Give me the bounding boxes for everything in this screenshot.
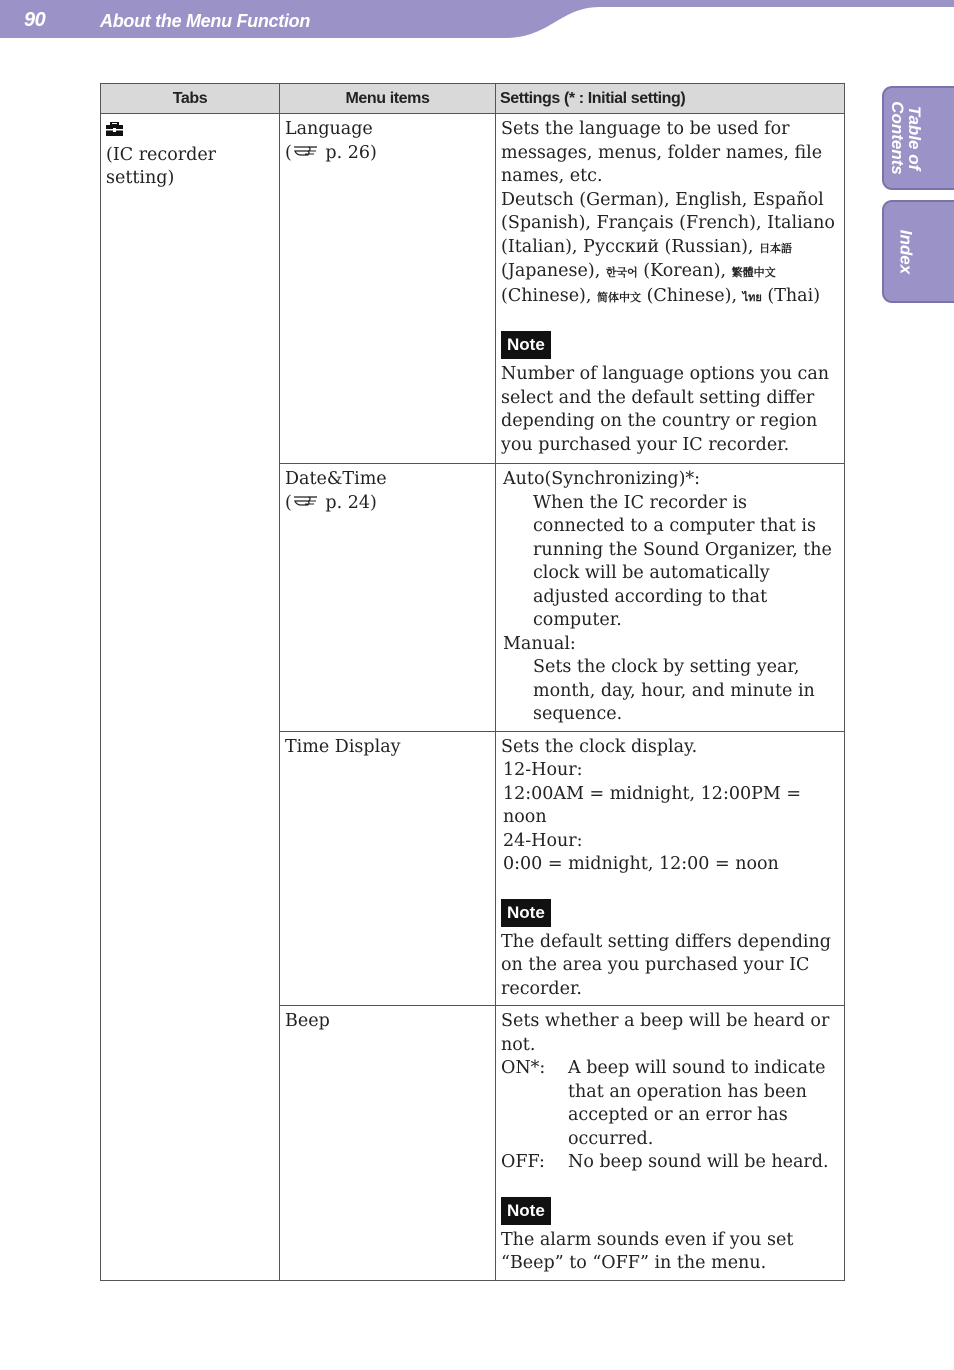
menu-item-datetime [280, 464, 496, 732]
note-text: The default setting differs depending on the area you purchased your IC recorder. [501, 931, 831, 999]
page-number: 90 [24, 9, 46, 31]
setting-description: Sets whether a beep will be heard or not. [501, 1011, 830, 1055]
index-label: Index [896, 229, 916, 274]
option-description: No beep sound will be heard. [568, 1152, 829, 1172]
page-reference[interactable]: ( p. 26) [285, 142, 377, 163]
page-header [0, 0, 954, 48]
tab-cell [101, 114, 280, 1281]
table-header-row [101, 84, 845, 114]
page-reference[interactable]: ( p. 24) [285, 492, 377, 513]
option-label: 12-Hour: [503, 760, 583, 780]
tab-label: (IC recorder setting) [106, 144, 217, 188]
note-text: The alarm sounds even if you set “Beep” to “OFF” in the menu. [501, 1229, 794, 1273]
option-on [501, 1057, 839, 1151]
menu-item-time-display [280, 731, 496, 1006]
item-name: Time Display [285, 736, 401, 757]
setting-description: Sets the clock display. [501, 736, 698, 757]
settings-language [496, 114, 845, 464]
option-off [501, 1151, 839, 1175]
pointing-hand-icon [292, 143, 320, 163]
pointing-hand-icon [292, 493, 320, 513]
option-description: 0:00 = midnight, 12:00 = noon [503, 854, 779, 874]
item-name: Beep [285, 1011, 330, 1031]
header-tabs: Tabs [101, 84, 280, 114]
option-label: Manual: [503, 633, 576, 654]
table-of-contents-tab[interactable] [882, 86, 954, 190]
option-label: ON*: [501, 1058, 546, 1078]
toolbox-icon [106, 120, 123, 144]
option-description: When the IC recorder is connected to a computer that is running the Sound Organizer, the clock will be automatically adjusted according to that computer. [533, 492, 832, 630]
option-description: A beep will sound to indicate that an operation has been accepted or an error has occurred. [568, 1058, 826, 1149]
settings-datetime [496, 464, 845, 732]
header-settings: Settings (* : Initial setting) [496, 84, 845, 114]
option-description: Sets the clock by setting year, month, day, hour, and minute in sequence. [533, 657, 815, 724]
language-options: Deutsch (German), English, Español (Spanish), Français (French), Italiano (Italian), Русский (Russian), 日本語 (Japanese), 한국어 (Korean), 繁體中文 (Chinese), 简体中文 (Chinese), ไทย (Thai) [501, 189, 835, 306]
header-menu-items: Menu items [280, 84, 496, 114]
item-name: Language [285, 119, 373, 139]
note-badge: Note [501, 1197, 551, 1225]
menu-item-beep [280, 1006, 496, 1281]
setting-description: Sets the language to be used for messages, menus, folder names, file names, etc. [501, 119, 823, 186]
option-label: Auto(Synchronizing)*: [503, 469, 701, 489]
menu-table [100, 83, 845, 1281]
item-name: Date&Time [285, 469, 387, 489]
note-badge: Note [501, 331, 551, 359]
section-title: About the Menu Function [100, 11, 311, 31]
table-row [101, 114, 845, 464]
option-description: 12:00AM = midnight, 12:00PM = noon [503, 783, 802, 827]
option-label: OFF: [501, 1152, 545, 1172]
table-of-contents-label: Table of Contents [888, 101, 924, 175]
index-tab[interactable] [882, 200, 954, 303]
settings-beep [496, 1006, 845, 1281]
option-label: 24-Hour: [503, 830, 583, 851]
settings-time-display [496, 731, 845, 1006]
note-badge: Note [501, 899, 551, 927]
menu-item-language [280, 114, 496, 464]
note-text: Number of language options you can select and the default setting differ depending on the country or region you purchased your IC recorder. [501, 364, 830, 455]
